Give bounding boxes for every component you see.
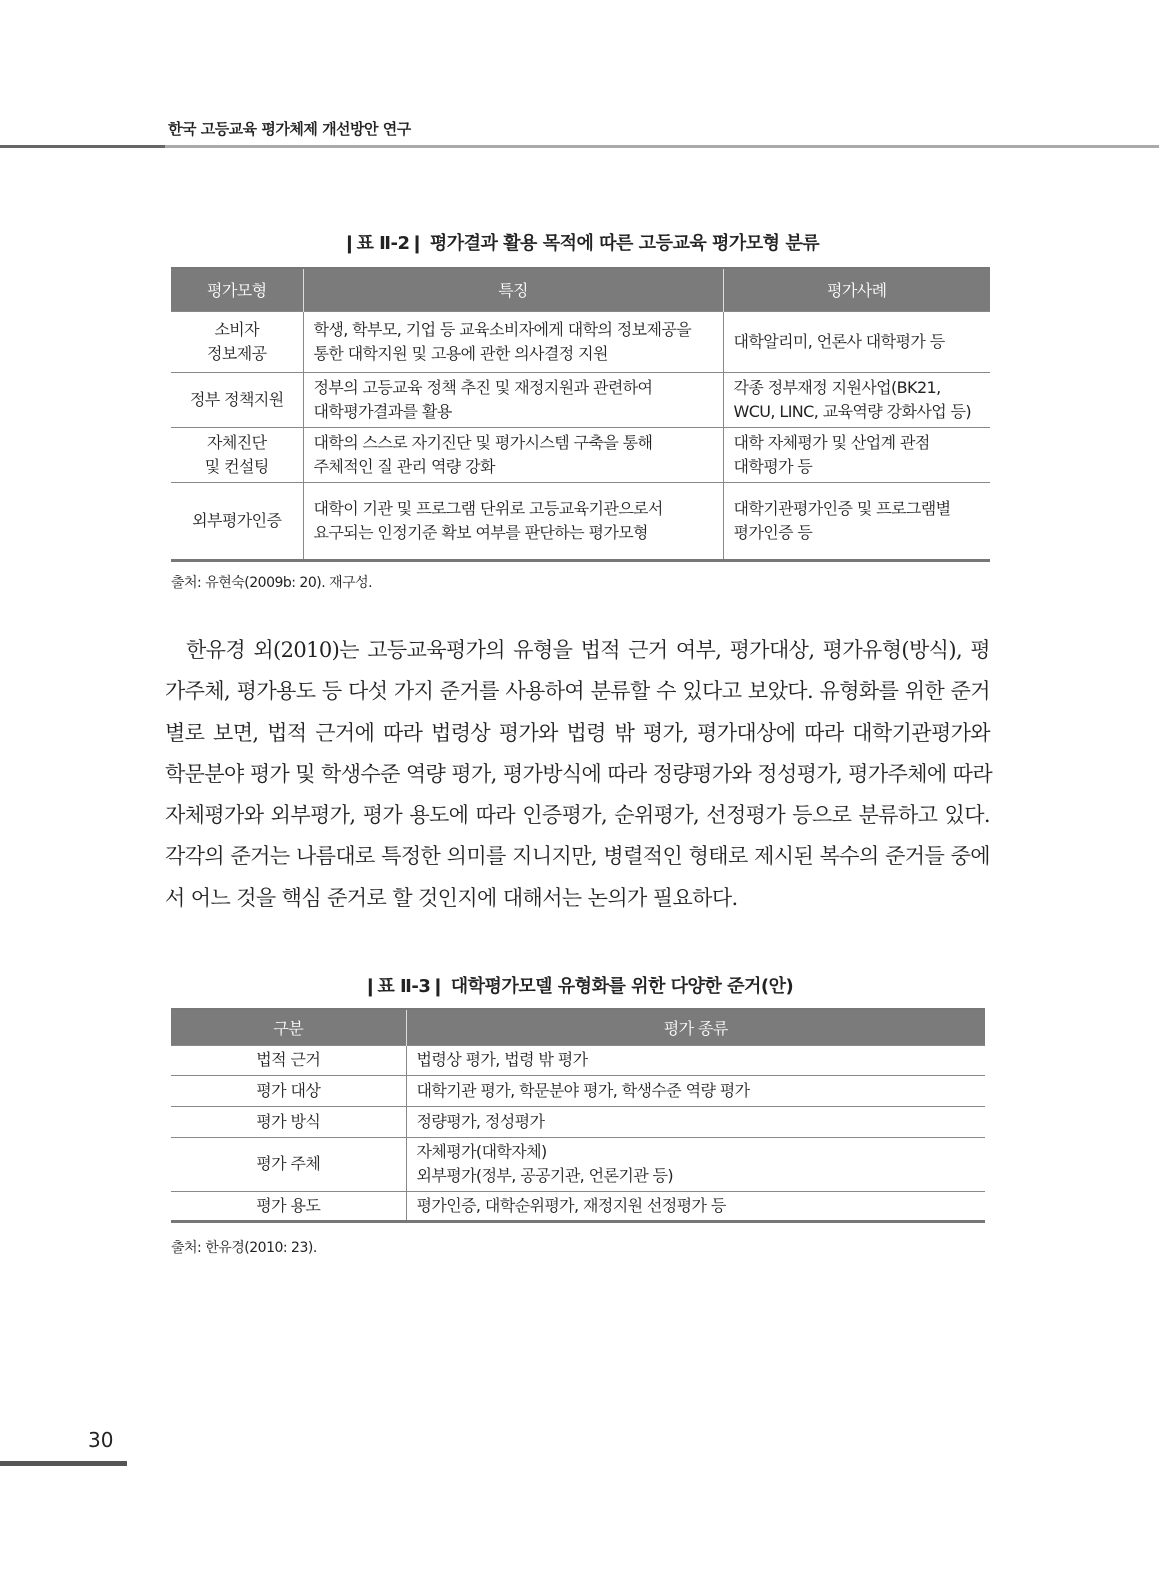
table-cell — [303, 311, 723, 372]
paragraph-line: 학문분야 평가 및 학생수준 역량 평가, 평가방식에 따라 정량평가와 정성평가, 평가주체에 따라 — [165, 761, 993, 786]
cell-line: 대학기관평가인증 및 프로그램별 — [733, 498, 951, 518]
cell-line: 외부평가(정부, 공공기관, 언론기관 등) — [416, 1166, 674, 1185]
body-paragraph — [165, 630, 993, 919]
table-row — [171, 1045, 985, 1075]
cell-line: 주체적인 질 관리 역량 강화 — [313, 456, 495, 476]
cell-line: 자체평가(대학자체) — [416, 1142, 547, 1161]
table1-header: 특징 — [303, 268, 723, 311]
cell-line: 학생, 학부모, 기업 등 교육소비자에게 대학의 정보제공을 — [313, 319, 692, 339]
cell-line: 대학기관 평가, 학문분야 평가, 학생수준 역량 평가 — [416, 1080, 750, 1100]
table-cell — [723, 311, 990, 372]
paragraph-line: 한유경 외(2010)는 고등교육평가의 유형을 법적 근거 여부, 평가대상, 평가유형(방식), 평 — [186, 638, 990, 662]
table-cell — [723, 372, 990, 427]
table1-header: 평가사례 — [723, 268, 990, 311]
cell-line: 소비자 — [214, 319, 260, 339]
cell-line: 법적 근거 — [256, 1050, 321, 1069]
running-head: 한국 고등교육 평가체제 개선방안 연구 — [168, 120, 411, 138]
table-row — [171, 311, 990, 372]
cell-line: 평가인증, 대학순위평가, 재정지원 선정평가 등 — [416, 1195, 726, 1215]
footer-rule — [0, 1461, 127, 1466]
cell-line: 대학 자체평가 및 산업계 관점 — [733, 432, 930, 452]
cell-line: 평가 용도 — [256, 1195, 321, 1215]
paragraph-line: 가주체, 평가용도 등 다섯 가지 준거를 사용하여 분류할 수 있다고 보았다. 유형화를 위한 준거 — [165, 679, 990, 704]
cell-line: 및 컨설팅 — [204, 456, 269, 476]
cell-line: 정부 정책지원 — [189, 389, 284, 409]
table-cell — [171, 311, 303, 372]
cell-line: 정부의 고등교육 정책 추진 및 재정지원과 관련하여 — [313, 377, 653, 397]
cell-line: 자체진단 — [207, 432, 267, 452]
table2-header: 구분 — [171, 1009, 406, 1045]
cell-line: 요구되는 인정기준 확보 여부를 판단하는 평가모형 — [313, 522, 648, 542]
table-cell — [171, 372, 303, 427]
table-cell — [171, 1191, 406, 1221]
table-row — [171, 1106, 985, 1137]
table-cell — [171, 482, 303, 560]
page-number: 30 — [88, 1428, 114, 1452]
cell-line: 외부평가인증 — [192, 510, 282, 530]
table1-source: 출처: 유현숙(2009b: 20). 재구성. — [171, 575, 373, 591]
cell-line: 대학의 스스로 자기진단 및 평가시스템 구축을 통해 — [313, 432, 653, 452]
table2-header: 평가 종류 — [406, 1009, 985, 1045]
table-row — [171, 1191, 985, 1221]
table-cell — [171, 1075, 406, 1106]
cell-line: 평가 방식 — [256, 1111, 321, 1131]
table-cell — [171, 427, 303, 482]
table-cell — [406, 1191, 985, 1221]
cell-line: 정량평가, 정성평가 — [416, 1111, 545, 1131]
cell-line: 대학알리미, 언론사 대학평가 등 — [733, 331, 945, 351]
cell-line: 대학평가 등 — [733, 456, 813, 476]
table1-caption: ❙표 Ⅱ-2❙ 평가결과 활용 목적에 따른 고등교육 평가모형 분류 — [341, 233, 820, 254]
table-cell — [171, 1137, 406, 1191]
paragraph-line: 별로 보면, 법적 근거에 따라 법령상 평가와 법령 밖 평가, 평가대상에 따라 대학기관평가와 — [165, 720, 990, 745]
table2-caption: ❙표 Ⅱ-3❙ 대학평가모델 유형화를 위한 다양한 준거(안) — [362, 976, 794, 997]
cell-line: 법령상 평가, 법령 밖 평가 — [416, 1050, 588, 1069]
paragraph-line: 서 어느 것을 핵심 준거로 할 것인지에 대해서는 논의가 필요하다. — [165, 885, 738, 910]
table-row — [171, 372, 990, 427]
table-cell — [406, 1106, 985, 1137]
table-row — [171, 482, 990, 560]
cell-line: 정보제공 — [207, 343, 267, 363]
paragraph-line: 각각의 준거는 나름대로 특정한 의미를 지니지만, 병렬적인 형태로 제시된 복수의 준거들 중에 — [165, 844, 990, 869]
cell-line: 통한 대학지원 및 고용에 관한 의사결정 지원 — [313, 343, 608, 363]
cell-line: 대학평가결과를 활용 — [313, 401, 452, 421]
cell-line: 각종 정부재정 지원사업(BK21, — [733, 377, 941, 397]
table2-source: 출처: 한유경(2010: 23). — [171, 1240, 317, 1256]
header-rule-accent — [0, 145, 165, 148]
cell-line: 평가 대상 — [256, 1080, 321, 1100]
table1 — [171, 267, 990, 562]
table-cell — [303, 372, 723, 427]
table-row — [171, 1075, 985, 1106]
table-cell — [406, 1045, 985, 1075]
cell-line: 대학이 기관 및 프로그램 단위로 고등교육기관으로서 — [313, 498, 663, 518]
cell-line: 평가 주체 — [256, 1154, 321, 1173]
table1-header: 평가모형 — [171, 268, 303, 311]
table-cell — [406, 1137, 985, 1191]
table-cell — [723, 482, 990, 560]
table-cell — [303, 482, 723, 560]
table-row — [171, 1137, 985, 1191]
cell-line: 평가인증 등 — [733, 522, 813, 542]
table-cell — [723, 427, 990, 482]
table-cell — [171, 1106, 406, 1137]
table-cell — [406, 1075, 985, 1106]
table-cell — [171, 1045, 406, 1075]
table-row — [171, 427, 990, 482]
table2 — [171, 1008, 985, 1223]
cell-line: WCU, LINC, 교육역량 강화사업 등) — [733, 401, 972, 421]
table-cell — [303, 427, 723, 482]
header-rule — [0, 145, 1159, 148]
paragraph-line: 자체평가와 외부평가, 평가 용도에 따라 인증평가, 순위평가, 선정평가 등으로 분류하고 있다. — [165, 803, 990, 828]
